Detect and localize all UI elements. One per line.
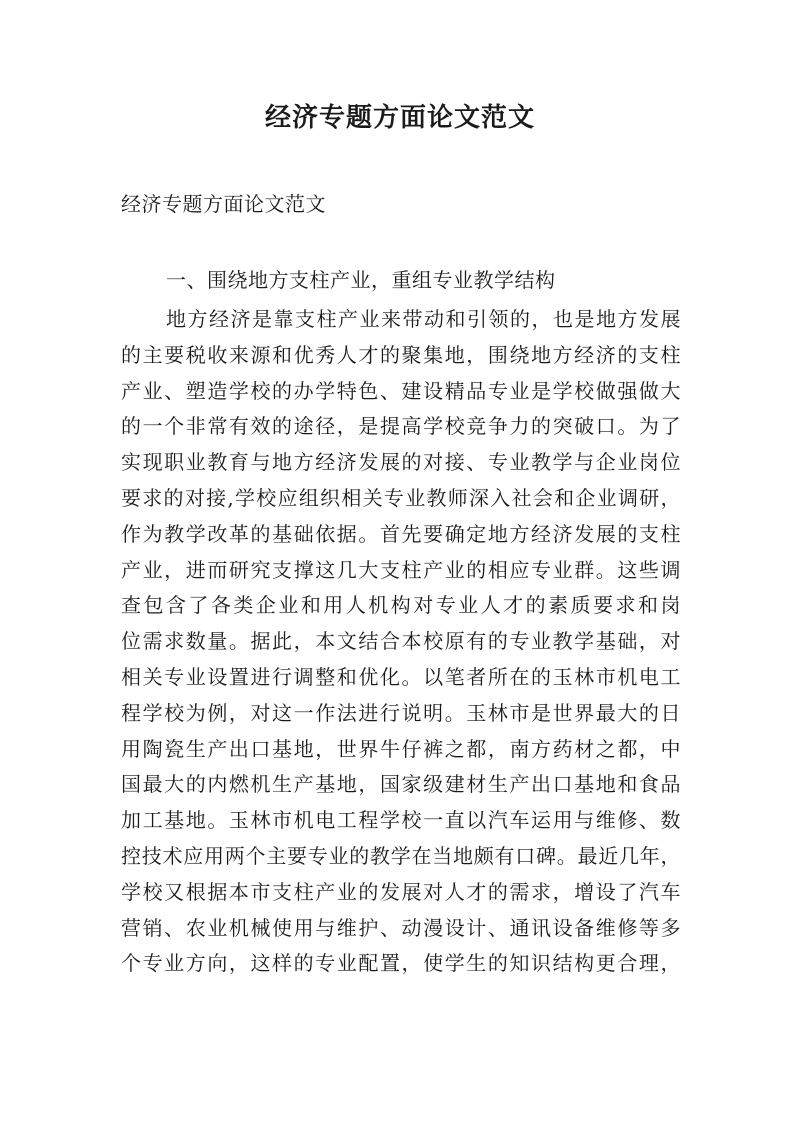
document-title: 经济专题方面论文范文 [264, 103, 535, 133]
document-subtitle: 经济专题方面论文范文 [121, 192, 326, 216]
paragraph-line: 实现职业教育与地方经济发展的对接、专业教学与企业岗位 [121, 450, 681, 475]
paragraph-line: 学校又根据本市支柱产业的发展对人才的需求，增设了汽车 [121, 879, 681, 904]
paragraph-line: 个专业方向，这样的专业配置，使学生的知识结构更合理， [121, 951, 681, 976]
paragraph-line: 产业，进而研究支撑这几大支柱产业的相应专业群。这些调 [121, 557, 681, 582]
paragraph-line: 用陶瓷生产出口基地，世界牛仔裤之都，南方药材之都，中 [121, 736, 681, 761]
section-heading: 一、围绕地方支柱产业，重组专业教学结构 [166, 268, 556, 292]
paragraph-line: 控技术应用两个主要专业的教学在当地颇有口碑。最近几年， [121, 843, 681, 868]
paragraph-line: 作为教学改革的基础依据。首先要确定地方经济发展的支柱 [121, 521, 681, 546]
paragraph-line: 营销、农业机械使用与维护、动漫设计、通讯设备维修等多 [121, 915, 681, 940]
paragraph-line: 的一个非常有效的途径，是提高学校竞争力的突破口。为了 [121, 414, 681, 439]
paragraph-line: 程学校为例，对这一作法进行说明。玉林市是世界最大的日 [121, 700, 681, 725]
paragraph-line: 加工基地。玉林市机电工程学校一直以汽车运用与维修、数 [121, 808, 681, 833]
body-paragraph [121, 302, 681, 982]
paragraph-line: 国最大的内燃机生产基地，国家级建材生产出口基地和食品 [121, 772, 681, 797]
paragraph-line: 要求的对接,学校应组织相关专业教师深入社会和企业调研， [121, 485, 681, 510]
paragraph-line: 产业、塑造学校的办学特色、建设精品专业是学校做强做大 [121, 378, 681, 403]
paragraph-line: 的主要税收来源和优秀人才的聚集地，围绕地方经济的支柱 [121, 342, 681, 367]
paragraph-line: 地方经济是靠支柱产业来带动和引领的，也是地方发展 [166, 307, 681, 331]
paragraph-line: 相关专业设置进行调整和优化。以笔者所在的玉林市机电工 [121, 664, 681, 689]
paragraph-line: 位需求数量。据此，本文结合本校原有的专业教学基础，对 [121, 629, 681, 654]
paragraph-line: 查包含了各类企业和用人机构对专业人才的素质要求和岗 [121, 593, 681, 618]
